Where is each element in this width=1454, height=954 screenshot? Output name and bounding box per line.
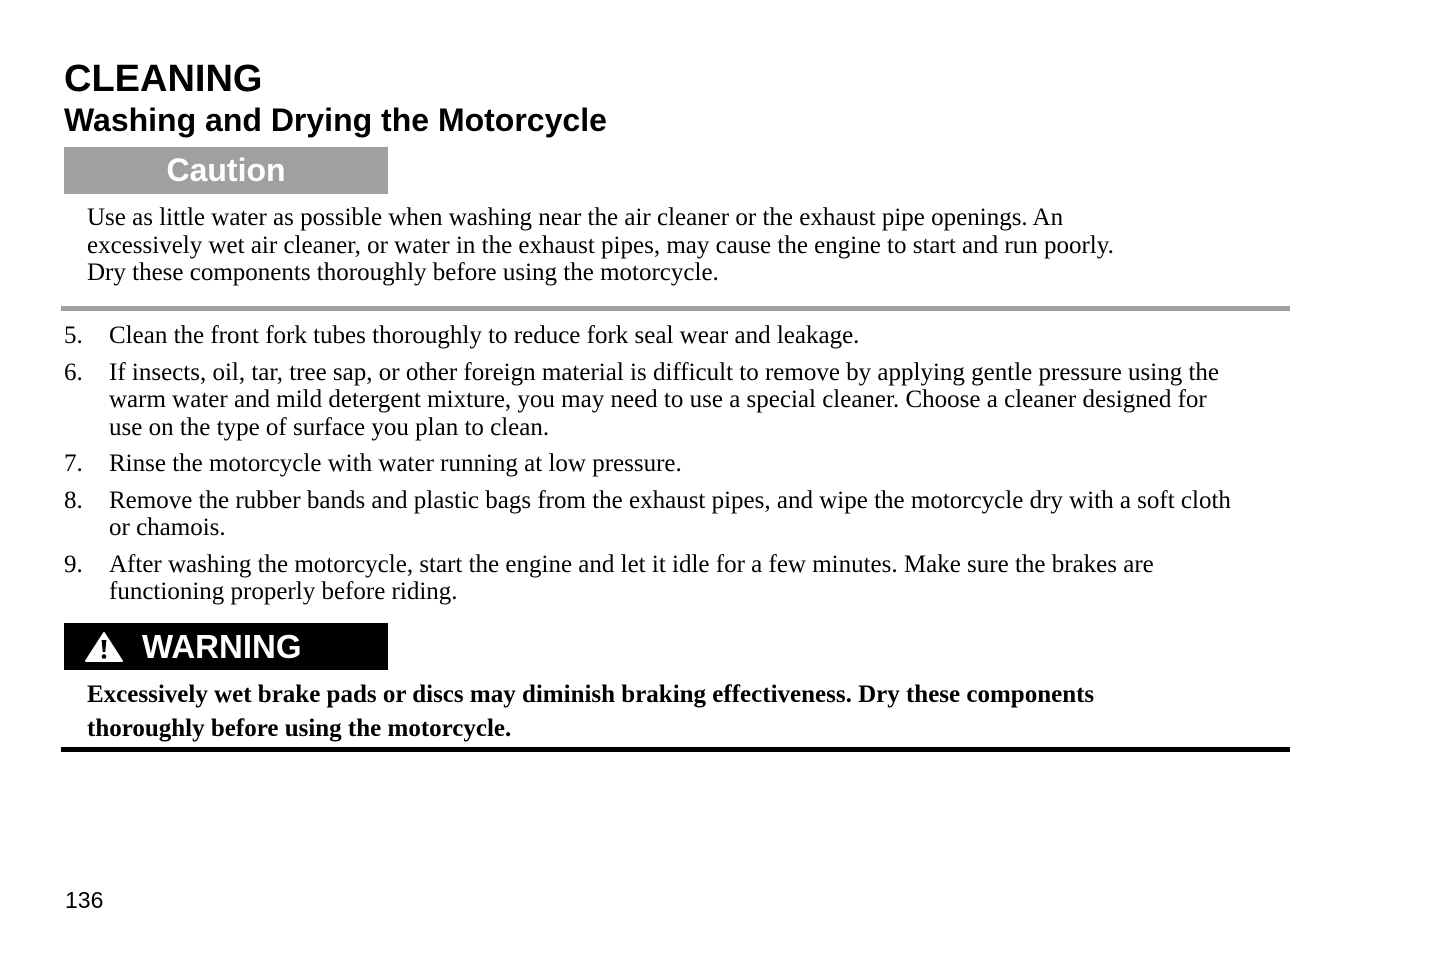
step-number: 7.	[64, 450, 83, 477]
step-number: 8.	[64, 486, 83, 514]
step-text: or chamois.	[109, 514, 226, 541]
step-text: Remove the rubber bands and plastic bags from the exhaust pipes, and wipe the motorcycle dry with a soft cloth	[109, 486, 1231, 514]
caution-text	[87, 204, 1287, 287]
step-text: Rinse the motorcycle with water running at low pressure.	[109, 450, 682, 477]
warning-line: thoroughly before using the motorcycle.	[87, 715, 512, 742]
warning-label: WARNING	[142, 628, 302, 665]
warning-text	[87, 678, 1287, 746]
step-text: If insects, oil, tar, tree sap, or other foreign material is difficult to remove by applying gentle pressure using the	[109, 358, 1220, 386]
step-number: 9.	[64, 550, 83, 578]
step-text: After washing the motorcycle, start the engine and let it idle for a few minutes. Make sure the brakes are	[109, 550, 1154, 578]
step-text: use on the type of surface you plan to clean.	[109, 413, 550, 441]
section-title: CLEANING	[64, 58, 263, 100]
list-item	[64, 359, 1384, 442]
list-item	[64, 322, 1384, 350]
list-item	[64, 487, 1384, 542]
caution-banner	[64, 147, 388, 194]
caution-divider	[61, 306, 1290, 311]
step-text: Clean the front fork tubes thoroughly to reduce fork seal wear and leakage.	[109, 322, 860, 349]
warning-divider	[61, 747, 1290, 752]
page-subtitle: Washing and Drying the Motorcycle	[64, 102, 607, 138]
step-text: warm water and mild detergent mixture, you may need to use a special cleaner. Choose a cleaner designed for	[109, 386, 1207, 413]
warning-banner	[64, 623, 388, 670]
warning-line: Excessively wet brake pads or discs may diminish braking effectiveness. Dry these components	[87, 681, 1095, 708]
list-item	[64, 551, 1384, 606]
list-item	[64, 450, 1384, 478]
caution-line: Dry these components thoroughly before using the motorcycle.	[87, 259, 719, 286]
caution-line: Use as little water as possible when washing near the air cleaner or the exhaust pipe openings. An	[87, 204, 1064, 231]
page-number: 136	[65, 887, 104, 913]
caution-line: excessively wet air cleaner, or water in the exhaust pipes, may cause the engine to start and run poorly.	[87, 231, 1114, 259]
step-number: 5.	[64, 322, 83, 349]
caution-label: Caution	[166, 152, 286, 188]
exclamation-triangle-icon	[84, 631, 124, 663]
step-number: 6.	[64, 358, 83, 386]
step-text: functioning properly before riding.	[109, 578, 458, 605]
cleaning-steps-list	[64, 322, 1384, 615]
